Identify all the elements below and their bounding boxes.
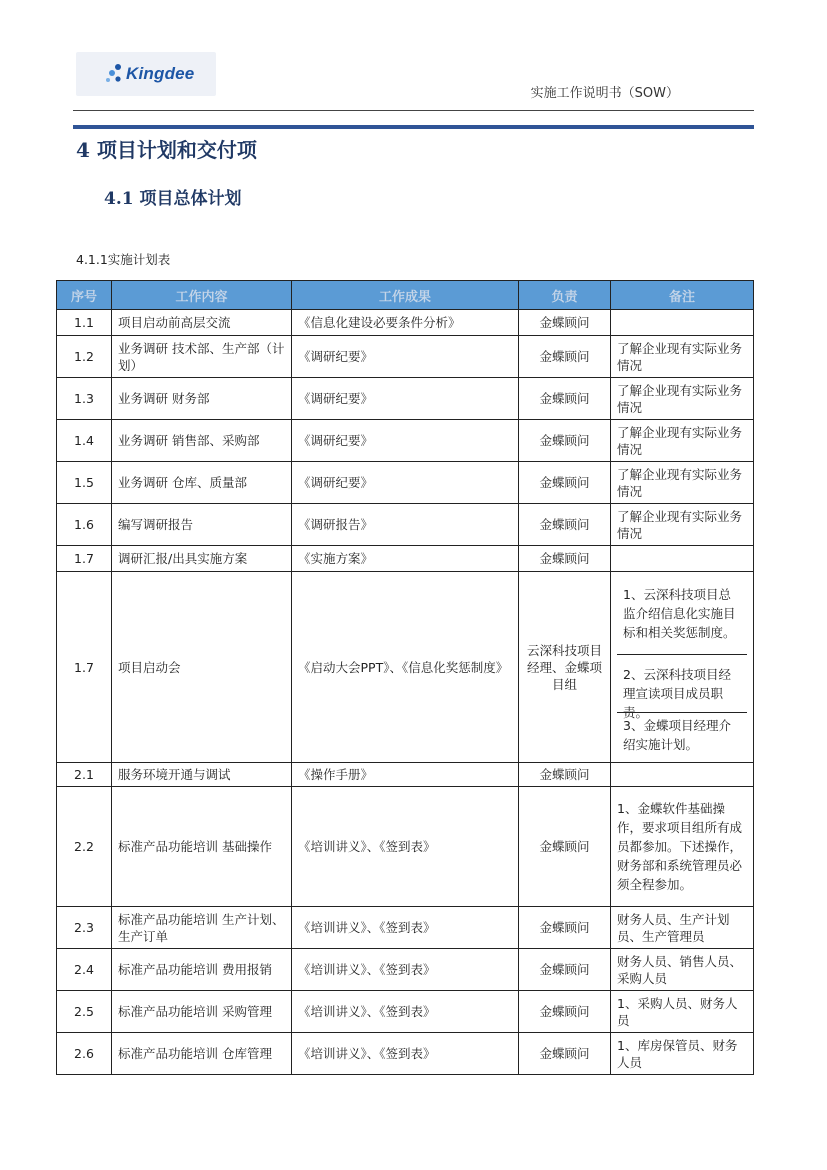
cell-work: 项目启动会 <box>112 572 292 763</box>
cell-result: 《调研报告》 <box>292 504 519 546</box>
cell-owner: 金蝶顾问 <box>519 462 611 504</box>
cell-owner: 金蝶顾问 <box>519 907 611 949</box>
cell-note <box>611 763 754 787</box>
cell-note-split <box>611 572 754 763</box>
table-row <box>57 504 754 546</box>
cell-work: 标准产品功能培训 基础操作 <box>112 787 292 907</box>
cell-owner: 金蝶顾问 <box>519 787 611 907</box>
header-work: 工作内容 <box>112 281 292 310</box>
table-row <box>57 572 754 763</box>
table-row <box>57 763 754 787</box>
cell-work: 服务环境开通与调试 <box>112 763 292 787</box>
header-owner: 负责 <box>519 281 611 310</box>
cell-work: 项目启动前高层交流 <box>112 310 292 336</box>
table-row <box>57 336 754 378</box>
cell-owner: 金蝶顾问 <box>519 949 611 991</box>
table-caption: 4.1.1实施计划表 <box>76 252 171 267</box>
cell-result: 《培训讲义》、《签到表》 <box>292 991 519 1033</box>
cell-owner: 金蝶顾问 <box>519 991 611 1033</box>
cell-note <box>611 546 754 572</box>
cell-seq: 1.1 <box>57 310 112 336</box>
cell-work: 标准产品功能培训 采购管理 <box>112 991 292 1033</box>
cell-seq: 2.5 <box>57 991 112 1033</box>
cell-note: 1、金蝶软件基础操作，要求项目组所有成员都参加。下述操作，财务部和系统管理员必须全程参加。 <box>611 787 754 907</box>
header-result: 工作成果 <box>292 281 519 310</box>
header-seq: 序号 <box>57 281 112 310</box>
cell-note: 财务人员、生产计划员、生产管理员 <box>611 907 754 949</box>
subsection-heading: 4.1 项目总体计划 <box>104 189 242 209</box>
header-divider <box>73 110 754 111</box>
cell-note: 了解企业现有实际业务情况 <box>611 378 754 420</box>
table-header-row <box>57 281 754 310</box>
cell-seq: 1.6 <box>57 504 112 546</box>
cell-result: 《培训讲义》、《签到表》 <box>292 1033 519 1075</box>
table-row <box>57 462 754 504</box>
cell-note: 了解企业现有实际业务情况 <box>611 336 754 378</box>
cell-owner: 金蝶顾问 <box>519 378 611 420</box>
note-item: 3、金蝶项目经理介绍实施计划。 <box>623 718 731 752</box>
cell-note: 1、库房保管员、财务人员 <box>611 1033 754 1075</box>
logo-text: Kingdee <box>126 64 195 83</box>
cell-result: 《培训讲义》、《签到表》 <box>292 949 519 991</box>
cell-result: 《调研纪要》 <box>292 420 519 462</box>
cell-work: 标准产品功能培训 生产计划、生产订单 <box>112 907 292 949</box>
cell-seq: 1.7 <box>57 572 112 763</box>
cell-owner: 金蝶顾问 <box>519 310 611 336</box>
cell-note: 了解企业现有实际业务情况 <box>611 420 754 462</box>
cell-seq: 1.7 <box>57 546 112 572</box>
cell-work: 业务调研 技术部、生产部（计划） <box>112 336 292 378</box>
cell-owner: 金蝶顾问 <box>519 763 611 787</box>
table-row <box>57 787 754 907</box>
cell-result: 《实施方案》 <box>292 546 519 572</box>
cell-note: 了解企业现有实际业务情况 <box>611 504 754 546</box>
cell-owner: 金蝶顾问 <box>519 504 611 546</box>
cell-note: 1、采购人员、财务人员 <box>611 991 754 1033</box>
cell-seq: 2.3 <box>57 907 112 949</box>
cell-work: 标准产品功能培训 仓库管理 <box>112 1033 292 1075</box>
document-title: 实施工作说明书（SOW） <box>530 86 679 101</box>
cell-seq: 1.5 <box>57 462 112 504</box>
cell-owner: 金蝶顾问 <box>519 420 611 462</box>
cell-seq: 1.3 <box>57 378 112 420</box>
table-row <box>57 378 754 420</box>
cell-work: 编写调研报告 <box>112 504 292 546</box>
table-row <box>57 420 754 462</box>
cell-note: 了解企业现有实际业务情况 <box>611 462 754 504</box>
table-row <box>57 310 754 336</box>
cell-seq: 2.1 <box>57 763 112 787</box>
cell-owner: 金蝶顾问 <box>519 546 611 572</box>
table-row <box>57 546 754 572</box>
cell-result: 《操作手册》 <box>292 763 519 787</box>
cell-seq: 1.2 <box>57 336 112 378</box>
cell-seq: 2.4 <box>57 949 112 991</box>
section-heading: 4 项目计划和交付项 <box>76 138 257 162</box>
cell-owner: 金蝶顾问 <box>519 1033 611 1075</box>
header-accent-bar <box>73 125 754 129</box>
kingdee-logo <box>76 52 216 96</box>
table-row <box>57 907 754 949</box>
cell-note: 财务人员、销售人员、采购人员 <box>611 949 754 991</box>
cell-work: 业务调研 销售部、采购部 <box>112 420 292 462</box>
cell-result: 《启动大会PPT》、《信息化奖惩制度》 <box>292 572 519 763</box>
note-item: 2、云深科技项目经理宣读项目成员职责。 <box>617 655 747 713</box>
cell-result: 《培训讲义》、《签到表》 <box>292 787 519 907</box>
cell-seq: 1.4 <box>57 420 112 462</box>
cell-work: 业务调研 仓库、质量部 <box>112 462 292 504</box>
cell-result: 《调研纪要》 <box>292 336 519 378</box>
kingdee-logo-icon <box>104 62 124 86</box>
cell-result: 《调研纪要》 <box>292 378 519 420</box>
cell-result: 《培训讲义》、《签到表》 <box>292 907 519 949</box>
cell-owner: 云深科技项目经理、金蝶项目组 <box>519 572 611 763</box>
cell-note <box>611 310 754 336</box>
cell-seq: 2.6 <box>57 1033 112 1075</box>
cell-result: 《调研纪要》 <box>292 462 519 504</box>
note-item: 1、云深科技项目总监介绍信息化实施目标和相关奖惩制度。 <box>617 575 747 655</box>
implementation-plan-table <box>56 280 754 1075</box>
table-row <box>57 991 754 1033</box>
header-note: 备注 <box>611 281 754 310</box>
cell-seq: 2.2 <box>57 787 112 907</box>
cell-work: 调研汇报/出具实施方案 <box>112 546 292 572</box>
cell-owner: 金蝶顾问 <box>519 336 611 378</box>
cell-work: 标准产品功能培训 费用报销 <box>112 949 292 991</box>
cell-result: 《信息化建设必要条件分析》 <box>292 310 519 336</box>
table-row <box>57 1033 754 1075</box>
table-row <box>57 949 754 991</box>
cell-work: 业务调研 财务部 <box>112 378 292 420</box>
